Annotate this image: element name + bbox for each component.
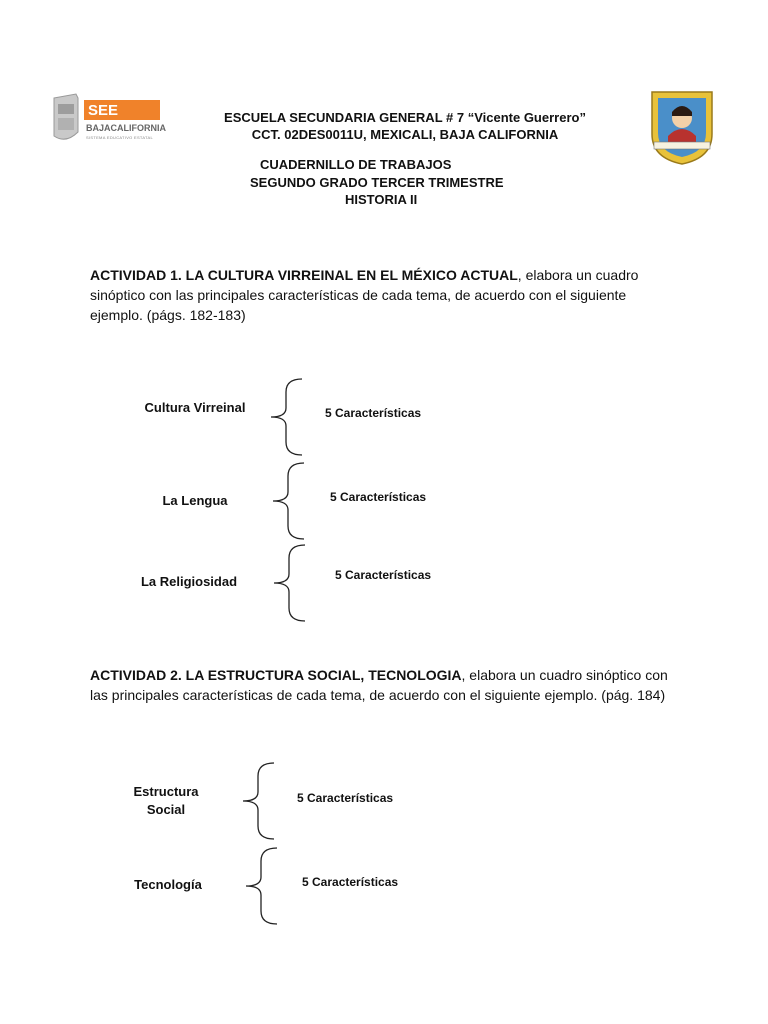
activity-1-instructions (90, 265, 680, 325)
brace-estructura-social (240, 762, 280, 840)
brace-tecnologia (243, 847, 283, 925)
activity-1-text: , elabora un cuadro sinóptico con las principales características de cada tema, de acuerdo con el siguiente ejemplo. (págs. 182-183) (90, 267, 639, 323)
detail-estructura-social: 5 Características (297, 791, 394, 805)
school-name: ESCUELA SECUNDARIA GENERAL # 7 “Vicente Guerrero” (224, 110, 586, 125)
workbook-title: CUADERNILLO DE TRABAJOS (260, 157, 452, 172)
topic-la-lengua: La Lengua (162, 493, 228, 508)
cct-line: CCT. 02DES0011U, MEXICALI, BAJA CALIFORNIA (251, 127, 559, 142)
brace-la-religiosidad (271, 544, 311, 622)
detail-la-lengua: 5 Características (330, 490, 427, 504)
baja-california-text: BAJACALIFORNIA (86, 123, 166, 133)
topic-estructura-social-line-2: Social (146, 802, 186, 817)
grade-trimester-title: SEGUNDO GRADO TERCER TRIMESTRE (250, 175, 504, 190)
topic-la-religiosidad: La Religiosidad (140, 574, 238, 589)
activity-2-heading: ACTIVIDAD 2. LA ESTRUCTURA SOCIAL, TECNOLOGIA (90, 667, 462, 683)
brace-cultura-virreinal (268, 378, 308, 456)
detail-la-religiosidad: 5 Características (335, 568, 432, 582)
subject-title: HISTORIA II (345, 192, 418, 207)
activity-2-instructions (90, 665, 680, 705)
activity-2-text: , elabora un cuadro sinóptico con las principales características de cada tema, de acuerdo con el siguiente ejemplo. (pág. 184) (90, 667, 668, 703)
topic-tecnologia: Tecnología (134, 877, 202, 892)
brace-la-lengua (270, 462, 310, 540)
topic-estructura-social (106, 783, 226, 819)
detail-tecnologia: 5 Características (302, 875, 399, 889)
detail-cultura-virreinal: 5 Características (325, 406, 422, 420)
see-brand-text: SEE (88, 102, 119, 119)
topic-estructura-social-line-1: Estructura (133, 784, 199, 799)
sistema-educativo-text: SISTEMA EDUCATIVO ESTATAL (86, 135, 153, 140)
topic-cultura-virreinal: Cultura Virreinal (144, 400, 246, 415)
activity-1-heading: ACTIVIDAD 1. LA CULTURA VIRREINAL EN EL MÉXICO ACTUAL (90, 267, 518, 283)
